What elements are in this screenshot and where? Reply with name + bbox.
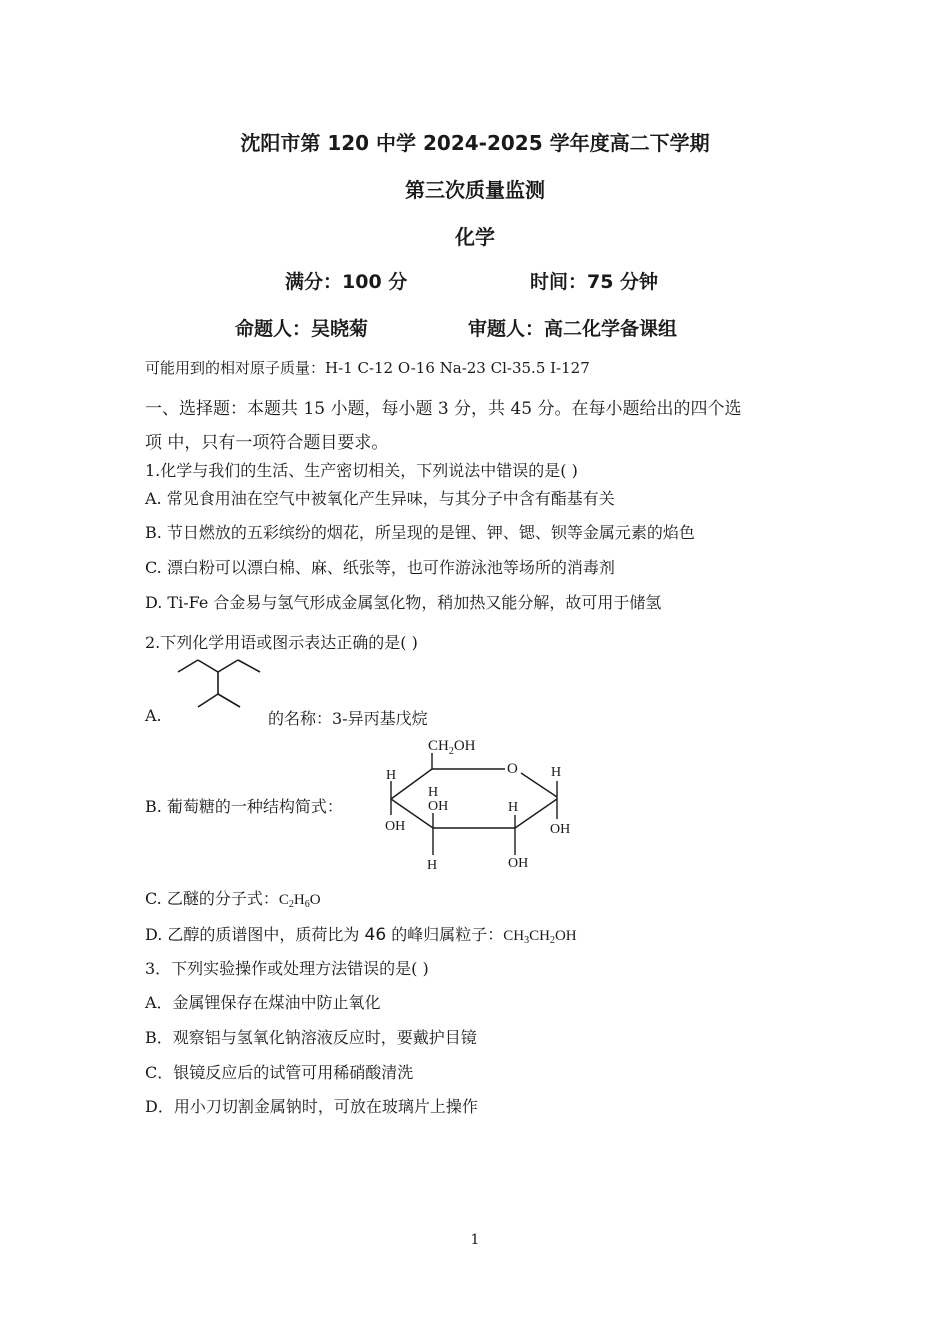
q2-option-d	[145, 922, 577, 945]
q2-option-d-text2: 的峰归属粒子：	[386, 925, 504, 944]
isopropylpentane-skeletal-structure	[170, 652, 270, 714]
diethyl-ether-formula: $C_2H_6O$	[278, 892, 321, 910]
ethanol-formula: $CH_3CH_2OH$	[503, 928, 577, 946]
glucose-c1-oh: OH	[550, 822, 571, 837]
subject-title: 化学	[455, 225, 495, 249]
glucose-ch2oh-sub: 2	[448, 746, 454, 757]
question-author: 命题人：吴晓菊	[235, 318, 369, 340]
glucose-c2-h: H	[508, 800, 519, 815]
q3-option-c: C．银镜反应后的试管可用稀硝酸清洗	[145, 1063, 414, 1082]
section-instructions-2: 项 中，只有一项符合题目要求。	[145, 433, 389, 453]
q2-option-b-text: B. 葡萄糖的一种结构简式：	[145, 797, 343, 816]
q1-option-d: D. Ti-Fe 合金易与氢气形成金属氢化物，稍加热又能分解，故可用于储氢	[145, 593, 662, 612]
reviewer: 审题人：高二化学备课组	[468, 318, 678, 340]
q3-option-d: D．用小刀切割金属钠时，可放在玻璃片上操作	[145, 1097, 478, 1116]
exam-title: 沈阳市第 120 中学 2024-2025 学年度高二下学期	[240, 131, 710, 155]
section-instructions-1: 一、选择题：本题共 15 小题，每小题 3 分，共 45 分。在每小题给出的四个选	[145, 399, 742, 419]
q3-option-b: B．观察铝与氢氧化钠溶液反应时，要戴护目镜	[145, 1028, 477, 1047]
glucose-c3-oh: OH	[428, 799, 449, 814]
q1-option-a: A. 常见食用油在空气中被氧化产生异味，与其分子中含有酯基有关	[145, 489, 615, 508]
q1-option-b: B. 节日燃放的五彩缤纷的烟花，所呈现的是锂、钾、锶、钡等金属元素的焰色	[145, 523, 695, 542]
svg-text:CH2OH	[428, 738, 476, 757]
full-score: 满分：100 分	[285, 271, 408, 293]
glucose-c1-h: H	[551, 765, 562, 780]
glucose-c2-oh: OH	[508, 856, 529, 871]
q3-option-a: A．金属锂保存在煤油中防止氧化	[145, 993, 381, 1012]
q3-stem: 3．下列实验操作或处理方法错误的是( )	[145, 959, 429, 978]
q1-option-c: C. 漂白粉可以漂白棉、麻、纸张等，也可作游泳池等场所的消毒剂	[145, 558, 615, 577]
q2-option-a-label: A.	[145, 706, 162, 725]
exam-time: 时间：75 分钟	[530, 271, 659, 293]
glucose-haworth-structure	[380, 733, 580, 875]
page-number: 1	[470, 1232, 480, 1248]
q2-option-c	[145, 886, 321, 909]
q1-stem: 1.化学与我们的生活、生产密切相关，下列说法中错误的是( )	[145, 461, 578, 480]
q2-option-a-text: 的名称：3-异丙基戊烷	[268, 709, 428, 728]
glucose-ch2oh-oh: OH	[453, 738, 476, 754]
glucose-c5-h: H	[428, 785, 439, 800]
q2-option-c-text: C. 乙醚的分子式：	[145, 889, 279, 908]
q2-stem: 2.下列化学用语或图示表达正确的是( )	[145, 633, 418, 652]
mass-charge-ratio: 46	[364, 925, 387, 945]
glucose-c3-h: H	[427, 858, 438, 873]
exam-subtitle: 第三次质量监测	[405, 178, 545, 202]
glucose-ring-oxygen: O	[507, 761, 518, 777]
glucose-c4-h: H	[386, 768, 397, 783]
glucose-ch2oh-c: CH	[428, 738, 449, 754]
atomic-masses: 可能用到的相对原子质量：H-1 C-12 O-16 Na-23 Cl-35.5 I-127	[145, 359, 590, 377]
q2-option-d-text: D. 乙醇的质谱图中，质荷比为	[145, 925, 365, 944]
glucose-c4-oh: OH	[385, 819, 406, 834]
